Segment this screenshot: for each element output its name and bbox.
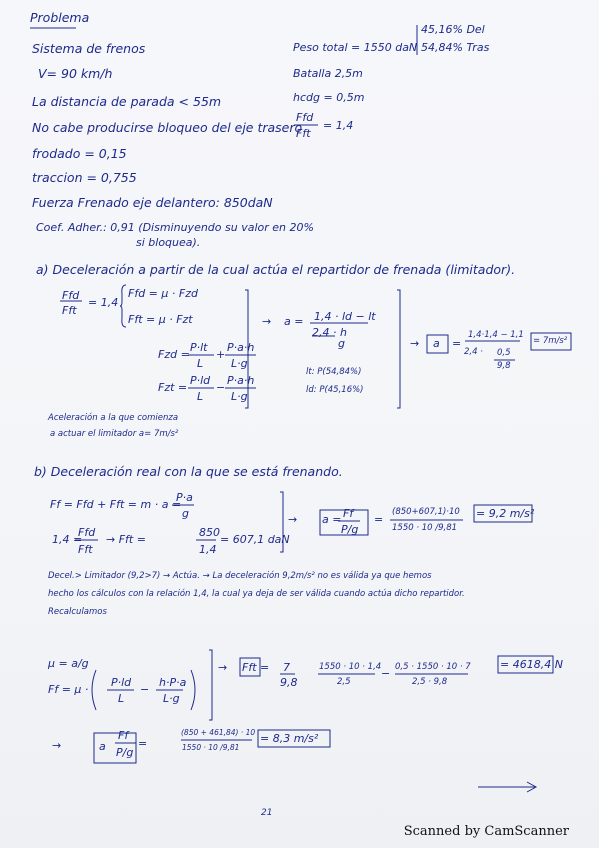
res-den-den: 9,8 xyxy=(497,361,511,371)
part-a-heading: a) Deceleración a partir de la cual actúa el repartidor de frenada (limitador). xyxy=(36,262,516,277)
b-comment-3: Recalculamos xyxy=(48,607,107,617)
b-eq2-val: = 607,1 daN xyxy=(220,533,290,546)
a-num: 1,4 · ld − lt xyxy=(314,310,376,323)
part-b-heading: b) Deceleración real con la que se está frenando. xyxy=(34,464,343,479)
fzt-t1-den: L xyxy=(197,390,204,403)
a-brace xyxy=(120,284,128,328)
a-brace-1: Ffd = μ · Fzd xyxy=(128,287,198,300)
res-arrow: → xyxy=(410,337,420,350)
res-a: a xyxy=(433,337,440,350)
fzd-label: Fzd = xyxy=(158,348,190,361)
b-eq2-arrow: → Fft = xyxy=(106,533,146,546)
res-den1: 2,4 · xyxy=(464,347,483,357)
hcdg: hcdg = 0,5m xyxy=(293,91,365,104)
reparto-trasero: 54,84% Tras xyxy=(421,41,490,54)
ff-t2-num: h·P·a xyxy=(159,676,187,689)
fft-c2-den: 2,5 · 9,8 xyxy=(412,677,448,687)
final-calc-den: 1550 · 10 /9,81 xyxy=(182,743,240,752)
lt-note: lt: P(54,84%) xyxy=(306,367,362,377)
page-title: Problema xyxy=(30,10,90,25)
fzd-t2-num: P·a·h xyxy=(227,341,255,354)
b-eq2-fnum: 850 xyxy=(199,526,220,539)
ratio-num: Ffd xyxy=(296,111,314,124)
b-box1-den: P/g xyxy=(341,523,359,536)
b-box1-num: Ff xyxy=(343,507,354,520)
a-conclusion-2: a actuar el limitador a= 7m/s² xyxy=(50,429,179,439)
b-eq1-num: P·a xyxy=(176,491,193,504)
b-eq2-fden: 1,4 xyxy=(199,543,217,556)
data-line-7: Fuerza Frenado eje delantero: 850daN xyxy=(32,195,273,210)
a-label: a = xyxy=(284,315,304,328)
b-box1-res: = 9,2 m/s² xyxy=(476,507,535,520)
b-box1-label: a = xyxy=(322,513,342,526)
data-line-3: La distancia de parada < 55m xyxy=(32,94,222,109)
fzd-plus: + xyxy=(216,348,226,361)
a-brace-2: Fft = μ · Fzt xyxy=(128,313,193,326)
res-den-num: 0,5 xyxy=(497,348,511,358)
a-conclusion-1: Aceleración a la que comienza xyxy=(48,413,179,423)
final-lhs: a xyxy=(99,740,106,753)
batalla: Batalla 2,5m xyxy=(293,67,363,80)
fft-c1-num: 7 xyxy=(283,661,290,674)
a-den2: g xyxy=(338,337,345,350)
fft-minus: − xyxy=(381,667,391,680)
fft-paren-num: 1550 · 10 · 1,4 xyxy=(319,662,382,672)
ratio-bar xyxy=(294,124,320,126)
fzt-t1-num: P·ld xyxy=(190,374,211,387)
ff-t1-den: L xyxy=(118,692,125,705)
b-comment-1: Decel.> Limitador (9,2>7) → Actúa. → La deceleración 9,2m/s² no es válida ya que hemos xyxy=(48,571,432,581)
final-arrow: → xyxy=(52,739,62,752)
reparto-delantero: 45,16% Del xyxy=(421,23,485,36)
fft-arrow: → xyxy=(218,661,228,674)
fft-c1-den: 9,8 xyxy=(280,676,298,689)
b-eq2-lhs: 1,4 = xyxy=(52,533,83,546)
final-res: = 8,3 m/s² xyxy=(260,732,319,745)
b-eq2-den: Fft xyxy=(78,543,93,556)
data-line-8: Coef. Adher.: 0,91 (Disminuyendo su valor en 20% xyxy=(36,221,314,234)
scanner-watermark: Scanned by CamScanner xyxy=(403,824,569,839)
data-line-4: No cabe producirse bloqueo del eje trasero xyxy=(32,120,303,135)
fzd-t2-den: L·g xyxy=(231,357,248,370)
mu-line: μ = a/g xyxy=(48,657,89,670)
res-val: = 7m/s² xyxy=(533,336,568,346)
b-eq1-den: g xyxy=(182,507,189,520)
fzt-t2-num: P·a·h xyxy=(227,374,255,387)
final-calc-num: (850 + 461,84) · 10 xyxy=(181,728,256,737)
peso-total: Peso total = 1550 daN xyxy=(293,41,418,54)
ff-t1-num: P·ld xyxy=(111,676,132,689)
b-eq2-num: Ffd xyxy=(78,526,96,539)
fzd-t1-den: L xyxy=(197,357,204,370)
final-num: Ff xyxy=(118,729,129,742)
final-eq: = xyxy=(138,737,148,750)
fft-paren-den: 2,5 xyxy=(337,677,351,687)
ratio-val: = 1,4 xyxy=(323,119,354,132)
fft-res: = 4618,4 N xyxy=(500,658,563,671)
data-line-2: V= 90 km/h xyxy=(38,66,113,81)
res-eq: = xyxy=(452,337,462,350)
fzd-t1-num: P·lt xyxy=(190,341,208,354)
b-box1-arrow: → xyxy=(288,513,298,526)
a-ratio-num: Ffd xyxy=(62,289,80,302)
fzt-t2-den: L·g xyxy=(231,390,248,403)
fzt-label: Fzt = xyxy=(158,381,188,394)
ratio-den: Fft xyxy=(296,127,311,140)
ff-minus: − xyxy=(140,683,150,696)
a-ratio-val: = 1,4 xyxy=(88,296,119,309)
ff-t2-den: L·g xyxy=(163,692,180,705)
data-line-6: traccion = 0,755 xyxy=(32,170,137,185)
data-line-5: frodado = 0,15 xyxy=(32,146,127,161)
fft-label: Fft = xyxy=(242,661,270,674)
b-box1-eq: = xyxy=(374,513,384,526)
res-num: 1,4·1,4 − 1,1 xyxy=(468,330,524,340)
b-box1-calc-den: 1550 · 10 /9,81 xyxy=(392,523,458,533)
data-line-1: Sistema de frenos xyxy=(32,41,146,56)
ff-label: Ff = μ · xyxy=(48,683,89,696)
b-comment-2: hecho los cálculos con la relación 1,4, la cual ya deja de ser válida cuando actúa dicho repartidor. xyxy=(48,589,465,599)
a-den1: 2,4 · h xyxy=(312,326,347,339)
data-line-9: si bloquea). xyxy=(136,236,201,249)
b-box1-calc-num: (850+607,1)·10 xyxy=(392,507,460,517)
a-arrow: → xyxy=(262,315,272,328)
final-den: P/g xyxy=(116,746,134,759)
fzt-minus: − xyxy=(216,381,226,394)
page-number: 21 xyxy=(261,808,273,818)
ld-note: ld: P(45,16%) xyxy=(306,385,364,395)
b-eq1: Ff = Ffd + Fft = m · a = xyxy=(50,498,182,511)
a-ratio-den: Fft xyxy=(62,304,77,317)
fft-c2-num: 0,5 · 1550 · 10 · 7 xyxy=(395,662,471,672)
